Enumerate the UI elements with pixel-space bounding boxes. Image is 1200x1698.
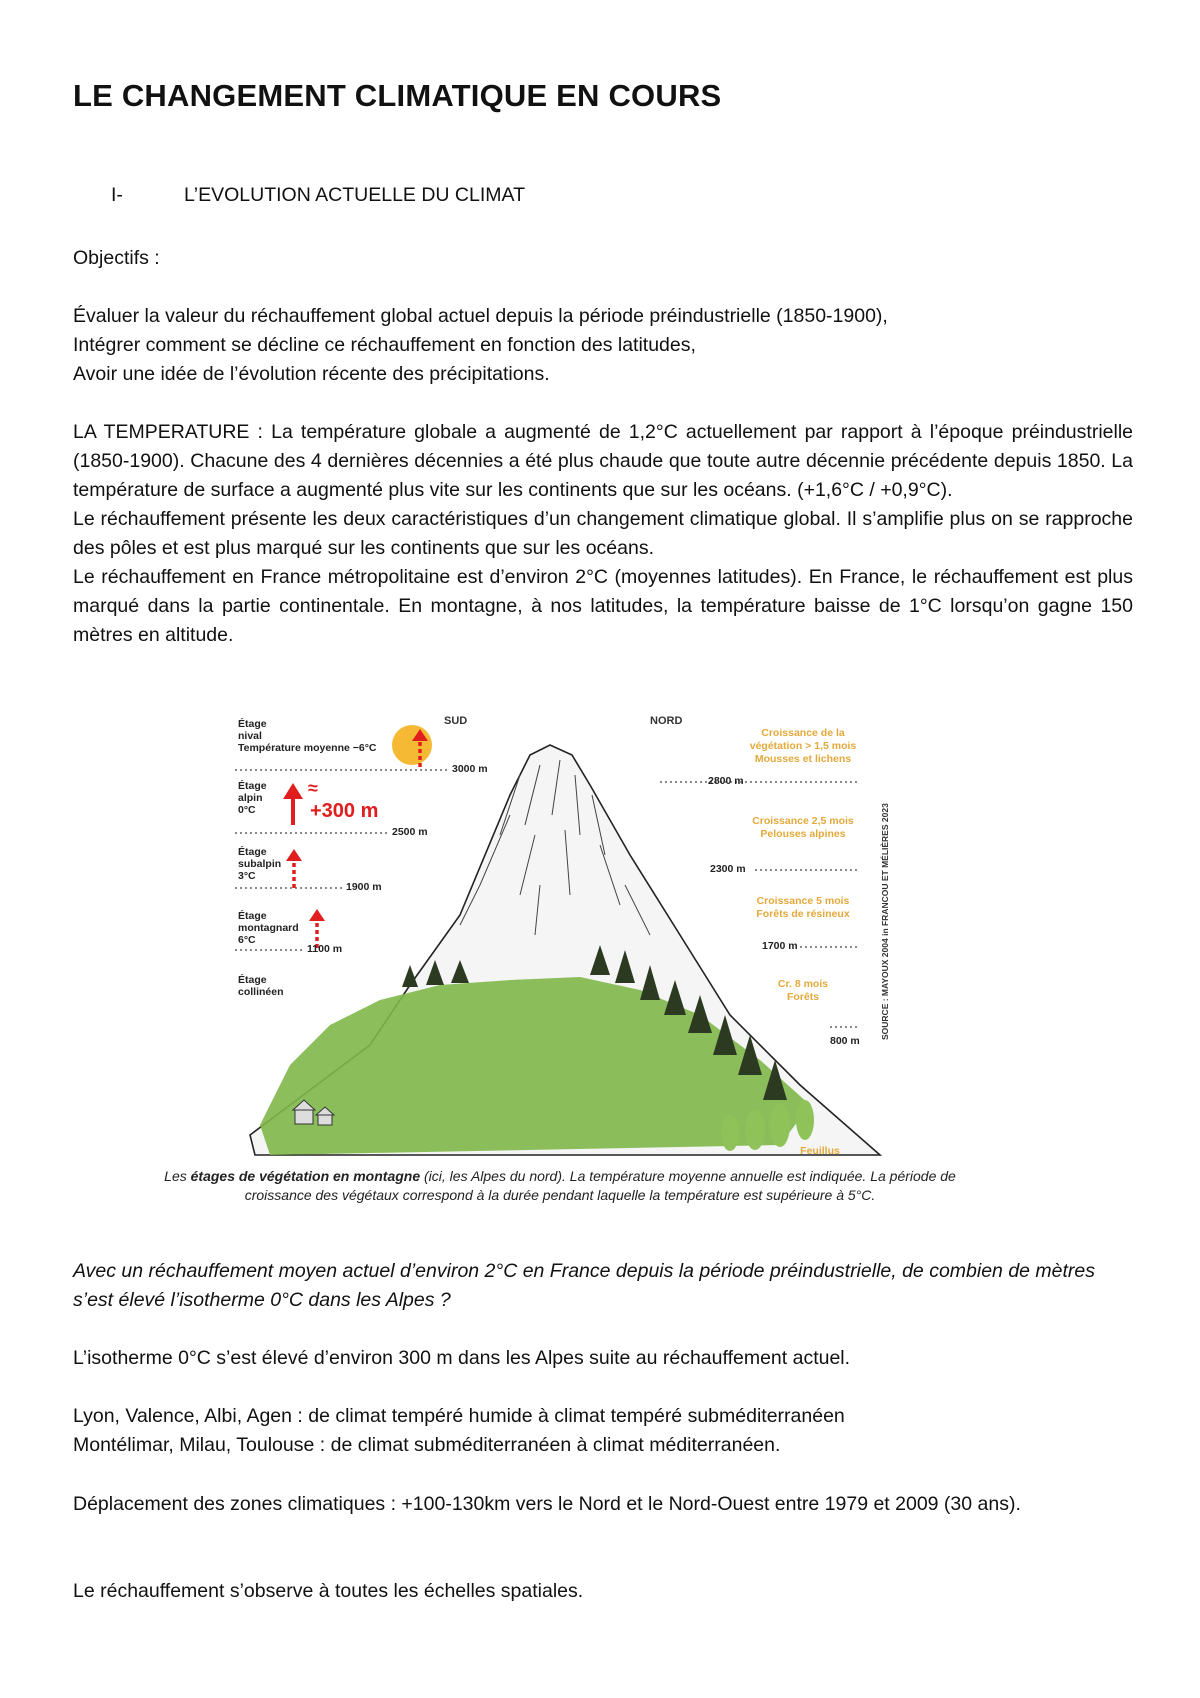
vegetation-label: Croissance 5 mois Forêts de résineux [756, 895, 850, 920]
altitude-label: 1900 m [346, 881, 382, 893]
figure-caption: Les étages de végétation en montagne (ici, les Alpes du nord). La température moyenne annuelle est indiquée. La période de croissance des végétaux correspond à la durée pendant laquelle la température est supérieure à 5°C. [164, 1168, 956, 1203]
conclusion-text: Le réchauffement s’observe à toutes les échelles spatiales. [73, 1580, 584, 1602]
approx-symbol: ≈ [308, 778, 318, 798]
objective-item: Évaluer la valeur du réchauffement global actuel depuis la période préindustrielle (1850-1900), [73, 305, 888, 327]
cities-list [73, 1402, 1133, 1460]
caption-bold: étages de végétation en montagne [190, 1168, 421, 1184]
north-label: NORD [650, 715, 683, 727]
question-text: Avec un réchauffement moyen actuel d’environ 2°C en France depuis la période préindustrielle, de combien de mètres s’est élevé l’isotherme 0°C dans les Alpes ? [73, 1260, 1096, 1311]
page-title: LE CHANGEMENT CLIMATIQUE EN COURS [73, 78, 722, 113]
vegetation-label: Croissance 2,5 mois Pelouses alpines [752, 815, 854, 840]
altitude-label: 2300 m [710, 863, 746, 875]
stage-collineen: Étage collinéen [238, 974, 284, 998]
temperature-paragraph-2: Le réchauffement présente les deux caractéristiques d’un changement climatique global. Il s’amplifie plus on se rapproche des pôles et est plus marqué sur les continents que sur les océans. [73, 508, 1133, 559]
stage-alpin: Étage alpin 0°C [238, 780, 267, 816]
objective-item: Intégrer comment se décline ce réchauffement en fonction des latitudes, [73, 334, 696, 356]
city-line: Lyon, Valence, Albi, Agen : de climat tempéré humide à climat tempéré subméditerranéen [73, 1405, 845, 1427]
vegetation-label: Feuillus [800, 1145, 840, 1157]
temperature-section [73, 418, 1133, 650]
stage-subalpin: Étage subalpin 3°C [238, 846, 282, 882]
altitude-label: 1700 m [762, 940, 798, 952]
temperature-paragraph-3: Le réchauffement en France métropolitaine est d’environ 2°C (moyennes latitudes). En France, le réchauffement est plus marqué dans la partie continentale. En montagne, à nos latitudes, la température baisse de 1°C lorsqu’on gagne 150 mètres en altitude. [73, 566, 1133, 646]
altitude-label: 1100 m [307, 943, 343, 955]
displacement-text: Déplacement des zones climatiques : +100-130km vers le Nord et le Nord-Ouest entre 1979 et 2009 (30 ans). [73, 1493, 1021, 1515]
objectives-heading: Objectifs : [73, 247, 160, 269]
vegetation-label: Croissance de la végétation > 1,5 mois Mousses et lichens [749, 727, 857, 765]
objective-item: Avoir une idée de l’évolution récente des précipitations. [73, 363, 550, 385]
stage-nival: Étage nival Température moyenne −6°C [238, 718, 377, 754]
vegetation-label: Cr. 8 mois Forêts [777, 978, 829, 1003]
shift-label: +300 m [310, 800, 379, 822]
solid-arrow-head [283, 783, 303, 799]
city-line: Montélimar, Milau, Toulouse : de climat subméditerranéen à climat méditerranéen. [73, 1434, 781, 1456]
altitude-label: 2800 m [708, 775, 744, 787]
section-number: I- [111, 184, 123, 206]
objectives-list [73, 302, 1133, 389]
stage-montagnard: Étage montagnard 6°C [238, 910, 299, 946]
section-heading [111, 184, 525, 207]
answer-text: L’isotherme 0°C s’est élevé d’environ 300 m dans les Alpes suite au réchauffement actuel. [73, 1347, 851, 1369]
south-label: SUD [444, 715, 468, 727]
altitude-label: 2500 m [392, 826, 428, 838]
section-title: L’EVOLUTION ACTUELLE DU CLIMAT [184, 184, 525, 206]
source-credit: SOURCE : MAYOUX 2004 in FRANCOU ET MÉLIÈRES 2023 [880, 803, 890, 1040]
vegetation-stages-figure [180, 715, 940, 1167]
temperature-paragraph-1: LA TEMPERATURE : La température globale a augmenté de 1,2°C actuellement par rapport à l’époque préindustrielle (1850-1900). Chacune des 4 dernières décennies a été plus chaude que toute autre décennie précédente depuis 1850. La température de surface a augmenté plus vite sur les continents que sur les océans. (+1,6°C / +0,9°C). [73, 421, 1133, 501]
altitude-label: 3000 m [452, 763, 488, 775]
altitude-label: 800 m [830, 1035, 860, 1047]
sun-icon [392, 725, 432, 765]
